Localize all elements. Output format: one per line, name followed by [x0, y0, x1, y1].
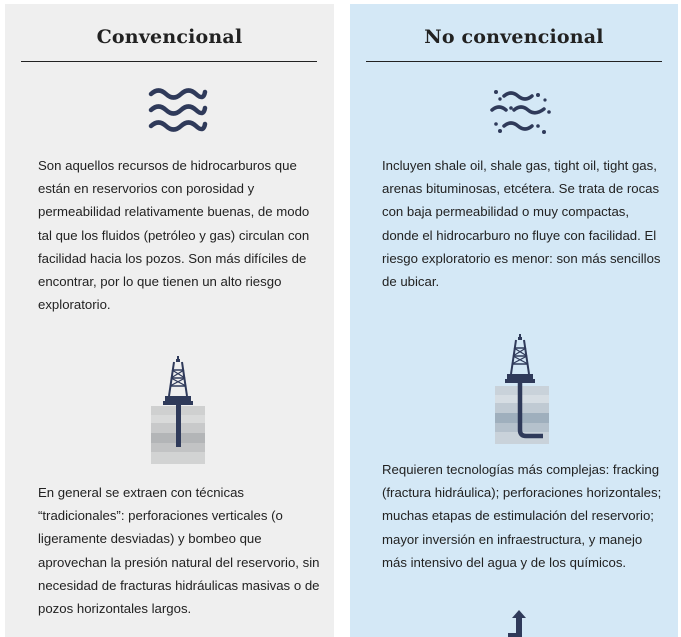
- unconventional-extraction: Requieren tecnologías más complejas: fracking (fractura hidráulica); perforaciones horizontales; muchas etapas de estimulación del reservorio; mayor inversión en infraestructura, y manejo más intensivo del agua y de los químicos.: [382, 462, 662, 570]
- vertical-well-icon: [151, 356, 205, 464]
- waves-icon: [148, 86, 208, 134]
- conventional-title: Convencional: [96, 26, 243, 48]
- arrow-icon: [506, 610, 532, 637]
- horizontal-well-icon: [493, 334, 551, 444]
- unconventional-column: [350, 4, 678, 637]
- conventional-description: Son aquellos recursos de hidrocarburos que están en reservorios con porosidad y permeabilidad relativamente buenas, de modo tal que los fluidos (petróleo y gas) circulan con facilidad hacia los pozos. Son más difíciles de encontrar, por lo que tienen un alto riesgo exploratorio.: [38, 158, 310, 313]
- unconventional-title-divider: [366, 61, 662, 62]
- unconventional-title: No convencional: [424, 26, 604, 48]
- conventional-extraction: En general se extraen con técnicas “tradicionales”: perforaciones verticales (o ligeramente desviadas) y bombeo que aprovechan la presión natural del reservorio, sin necesidad de fracturas hidráulicas masivas o de pozos horizontales largos.: [38, 485, 320, 617]
- dotted-waves-icon: [490, 86, 552, 136]
- conventional-column: [5, 4, 334, 637]
- conventional-title-divider: [21, 61, 317, 62]
- unconventional-description: Incluyen shale oil, shale gas, tight oil, tight gas, arenas bituminosas, etcétera. Se trata de rocas con baja permeabilidad o muy compactas, donde el hidrocarburo no fluye con facilidad. El riesgo exploratorio es menor: son más sencillos de ubicar.: [382, 158, 661, 290]
